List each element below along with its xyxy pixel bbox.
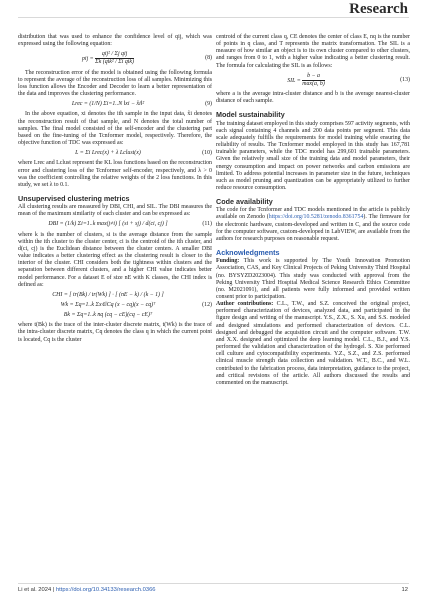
- equation-fraction: [302, 73, 325, 88]
- paragraph: where t(Bk) is the trace of the inter-cluster discrete matrix, t(Wk) is the trace of the intra-cluster discrete matrix, Cq denotes the class q in which the current point is located, Cq is the cluster: [18, 322, 212, 343]
- paragraph: where a is the average intra-cluster distance and b is the average nearest-cluster distance of each sample.: [216, 91, 410, 105]
- doi-link[interactable]: https://doi.org/10.34133/research.0366: [55, 587, 156, 593]
- equation-fraction: [95, 51, 134, 66]
- section-heading-unsupervised: Unsupervised clustering metrics: [18, 193, 130, 203]
- equation-number: (12): [202, 302, 212, 308]
- fraction-numerator: qij² / Σj qij: [95, 51, 134, 59]
- text-span: ). The firmware for the electronic hardware, custom-developed and written in C, and the source code for the computer software, custom-developed in LabVIEW, are available from the authors for research purposes on reasonable request.: [216, 214, 410, 242]
- citation-text: Li et al. 2024 |: [18, 587, 56, 593]
- page-number: 12: [401, 587, 408, 593]
- section-heading-acknowledgments: Acknowledgments: [216, 248, 280, 258]
- equation-12: [18, 292, 212, 319]
- section-heading-model-sustainability: Model sustainability: [216, 110, 285, 120]
- equation-body: Lrec = (1/N) Σi=1..N ‖xi − x̂i‖²: [71, 101, 145, 108]
- footer-citation: [18, 587, 156, 593]
- fraction-denominator: max(a, b): [302, 80, 325, 87]
- fraction-numerator: b − a: [302, 73, 325, 81]
- journal-title: Research: [349, 1, 408, 17]
- equation-9: [18, 101, 212, 108]
- equation-line-wk: Wk = Σq=1..k Σx∈Cq (x − cq)(x − cq)ᵀ: [60, 302, 156, 308]
- paragraph-code: [216, 207, 410, 243]
- text-span: The code for the Tcnformer and TDC models mentioned in the article is publicly available on Zenodo (: [216, 207, 410, 221]
- equation-number: (9): [205, 101, 212, 108]
- paragraph: The training dataset employed in this study comprises 597 activity segments, with each signal containing 4 channels and 200 data points per segment. This data scale adequately fulfills the requirements for model training while ensuring the reliability of results. The Tcnformer model employed in this study has 167,781 trainable parameters, while the TDC model has 299,601 trainable parameters. Given the relatively small size of the training data and model parameters, their energy consumption and impact on power networks and carbon emissions are limited. To address potential increases in parameter size in the future, techniques such as model pruning and quantization can be appropriately utilized to further reduce resource consumption.: [216, 120, 410, 191]
- equation-lhs: SIL =: [287, 77, 301, 84]
- funding-label: Funding:: [216, 258, 240, 265]
- paragraph: All clustering results are measured by DBI, CHI, and SIL. The DBI measures the mean of the maximum similarity of each cluster and can be expressed as:: [18, 204, 212, 218]
- paragraph: In the above equation, xi denotes the ith sample in the input data, x̂i denotes the reconstruction result of that sample, and N denotes the total number of samples. The final model consisted of the self-encoder and the clustering part based on the fine-tuning of the Tcnformer model, respectively. Therefore, the objective function of TDC was expressed as:: [18, 111, 212, 147]
- paragraph: where k is the number of clusters, si is the average distance from the sample within the ith cluster to the cluster center, ci is the centroid of the ith cluster, and d(ci, cj) is the Euclidean distance between the cluster centers. A smaller DBI value indicates a better clustering effect as the clustering result is closer to the interior of the cluster. CHI considers both the tightness within clusters and the separation between different clusters, and a higher CHI value indicates better model performance. For a dataset E of size nE with K classes, the CHI index is defined as:: [18, 231, 212, 288]
- equation-line-bk: Bk = Σq=1..k nq (cq − cE)(cq − cE)ᵀ: [63, 312, 153, 319]
- header-rule: [18, 17, 409, 18]
- equation-line-chi: CHI = [ tr(Bk) / tr(Wk) ] · [ (nE − k) / (k − 1) ]: [52, 291, 164, 298]
- contributions-label: Author contributions:: [216, 301, 274, 308]
- funding-text: This work is supported by The Youth Innovation Promotion Association, CAS, and Key Clinical Projects of Peking University Third Hospital (no. BYSYZD2023004). This study was conducted with approval from the Peking University Third Hospital Medical Science Research Ethics Committee (no. M2021091), and all patients were fully informed and provided written consent prior to participation.: [216, 258, 410, 300]
- equation-body: DBI = (1/k) Σi=1..k max(j≠i) [ (si + sj) / d(ci, cj) ]: [48, 221, 168, 228]
- paragraph-funding: [216, 258, 410, 301]
- equation-11: [18, 221, 212, 228]
- zenodo-link[interactable]: https://doi.org/10.5281/zenodo.8361754: [268, 214, 364, 221]
- equation-body: L = Σi Lrec(x) + λ Lclust(x): [75, 150, 141, 157]
- contributions-text: C.L., T.W., and S.Z. conceived the original project, performed characterization of devices, analyzed data, and participated in the figure design and writing of the manuscript. Y.S., Z.X., S. Xu, and S.S. modeled and designed simulations and performed characterization of devices. C.L. designed and debugged the acquisition circuit and the computer software. T.W. and X.X. designed and optimized the deep learning model. C.L., B.J., and Y.S. performed the validation and characterization of the hydrogel. S. Xie performed cell culture and cytocompatibility experiments. Y.Z., S.Z., and Z.S. performed clinical muscle strength data collection and validation. W.T., B.C., and W.L. contributed to the fabrication process, data interpretation, guidance to the project, and critical revisions of the article. All authors discussed the results and commented on the manuscript.: [216, 301, 410, 386]
- equation-number: (10): [202, 150, 212, 157]
- equation-number: (8): [205, 55, 212, 62]
- equation-10: [18, 150, 212, 157]
- left-column: [18, 34, 212, 344]
- paragraph: distribution that was used to enhance the confidence level of qij, which was expressed using the following equation:: [18, 34, 212, 48]
- right-column: [216, 34, 410, 387]
- paragraph: The reconstruction error of the model is obtained using the following formula to represent the average of the reconstruction loss of all samples. Minimizing this loss function allows the Encoder and Decoder to learn a better representation of the data and improves the clustering performance.: [18, 69, 212, 98]
- equation-number: (13): [400, 76, 410, 83]
- fraction-denominator: Σk (qik² / Σi qik): [95, 59, 135, 66]
- equation-8: [18, 51, 212, 66]
- equation-number: (11): [202, 221, 212, 228]
- footer-rule: [18, 583, 409, 584]
- paragraph: where Lrec and Lclust represent the KL loss functions based on the reconstruction error and clustering loss of the Tcnformer self-encoder, respectively, and λ > 0 was the coefficient controlling the relative weights of the 2 loss functions. In this study, we set λ to 0.1.: [18, 160, 212, 188]
- paragraph: centroid of the current class q, CE denotes the center of class E, nq is the number of points in q class, and T represents the matrix transformation. The SIL is a measure of how similar an object is to its own cluster compared to other clusters, and ranges from 0 to 1, with a higher value indicating a better clustering result. The formula for calculating the SIL is as follows:: [216, 34, 410, 69]
- paragraph-contributions: [216, 301, 410, 387]
- section-heading-code-availability: Code availability: [216, 197, 273, 207]
- equation-lhs: pij =: [81, 56, 94, 63]
- equation-13: [216, 73, 410, 88]
